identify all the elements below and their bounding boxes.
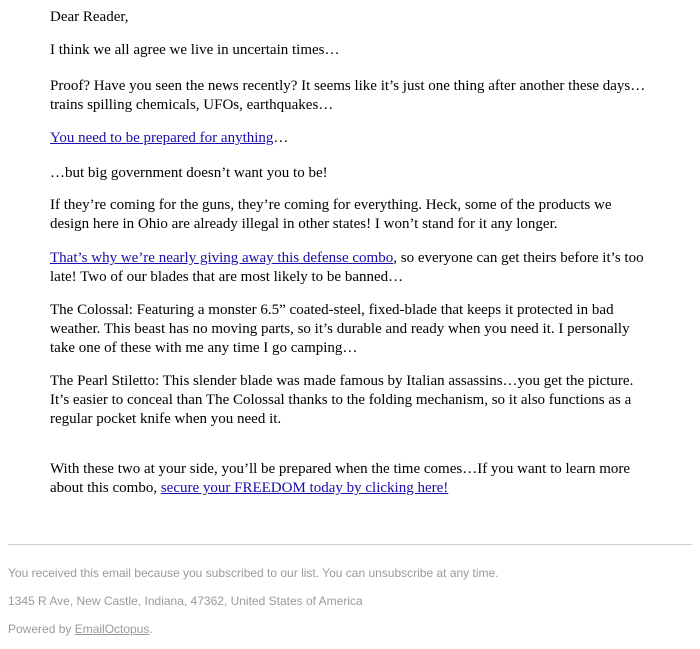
prepared-link[interactable]: You need to be prepared for anything (50, 130, 274, 146)
government-paragraph: …but big government doesn’t want you to be! (50, 165, 328, 181)
prepared-suffix: … (273, 130, 289, 146)
proof-paragraph: Proof? Have you seen the news recently? It seems like it’s just one thing after another these days…trains spilling chemicals, UFOs, earthquakes… (50, 78, 646, 113)
closing-link[interactable]: secure your FREEDOM today by clicking here! (160, 480, 449, 496)
giveaway-link[interactable]: That’s why we’re nearly giving away this defense combo (50, 250, 394, 266)
colossal-paragraph: The Colossal: Featuring a monster 6.5” coated-steel, fixed-blade that keeps it protected in bad weather. This beast has no moving parts, so it’s durable and ready when you need it. I personally take one of these with me any time I go camping… (50, 302, 630, 356)
closing-prefix: With these two at your side, you’ll be prepared when the time comes…If you want to learn more about this combo, (50, 461, 631, 496)
stiletto-paragraph: The Pearl Stiletto: This slender blade was made famous by Italian assassins…you get the picture. It’s easier to conceal than The Colossal thanks to the folding mechanism, so it also functions as a regular pocket knife when you need it. (50, 373, 634, 427)
intro-paragraph: I think we all agree we live in uncertain times… (50, 42, 340, 58)
greeting: Dear Reader, (50, 9, 129, 25)
guns-paragraph: If they’re coming for the guns, they’re coming for everything. Heck, some of the products we design here in Ohio are already illegal in other states! I won’t stand for it any longer. (50, 197, 612, 232)
closing-paragraph (50, 460, 650, 498)
giveaway-paragraph (50, 249, 650, 287)
giveaway-suffix: , so everyone can get theirs before it’s too late! Two of our blades that are most likely to be banned… (50, 250, 644, 285)
footer-address: 1345 R Ave, New Castle, Indiana, 47362, United States of America (8, 594, 363, 608)
footer-divider (8, 544, 692, 545)
powered-prefix: Powered by (8, 622, 75, 636)
prepared-paragraph (50, 129, 650, 148)
footer-subscription-notice: You received this email because you subscribed to our list. You can unsubscribe at any time. (8, 566, 499, 580)
powered-suffix: . (149, 622, 153, 636)
footer-powered-by (8, 622, 692, 637)
emailoctopus-link[interactable]: EmailOctopus (74, 622, 150, 636)
